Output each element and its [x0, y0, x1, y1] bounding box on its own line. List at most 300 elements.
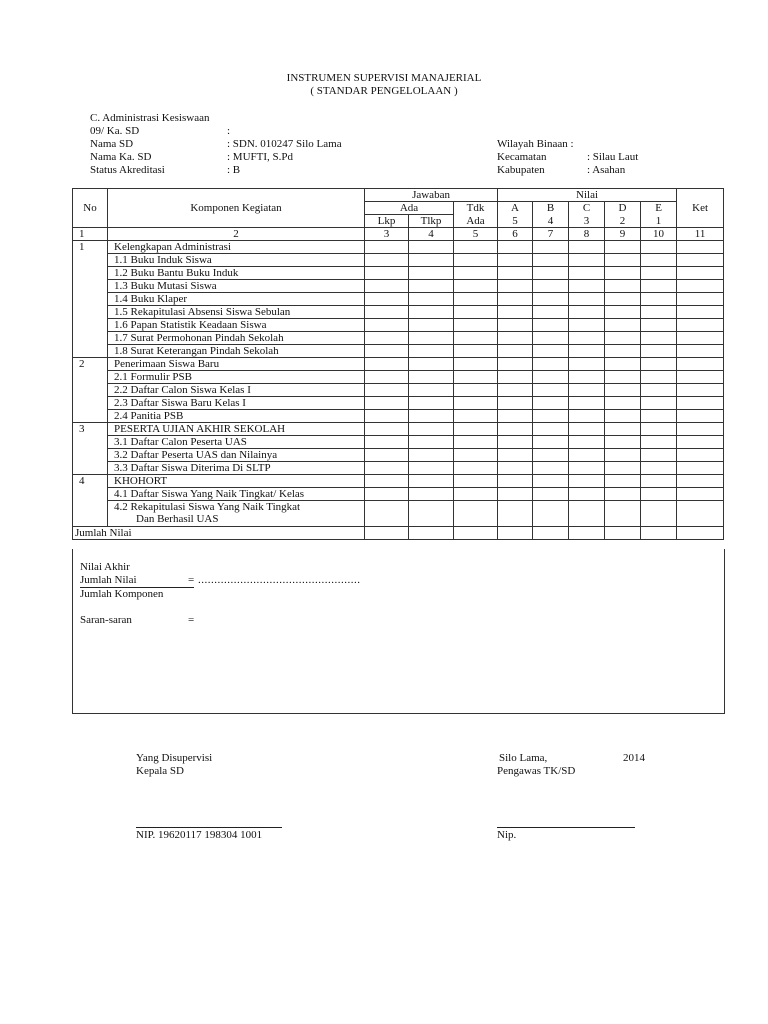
row-label-text: 1.4 Buku Klaper [114, 293, 188, 305]
score-cell[interactable] [409, 449, 454, 462]
score-cell[interactable] [365, 306, 409, 319]
score-cell[interactable] [454, 254, 498, 267]
total-cell[interactable] [641, 527, 677, 540]
score-cell[interactable] [677, 488, 724, 501]
score-cell[interactable] [365, 267, 409, 280]
row-number [73, 397, 108, 410]
nama-sd-label: Nama SD [90, 138, 134, 150]
score-cell[interactable] [569, 241, 605, 254]
saran-equals: = [188, 614, 195, 626]
score-cell[interactable] [641, 462, 677, 475]
score-cell[interactable] [365, 410, 409, 423]
score-cell[interactable] [533, 449, 569, 462]
score-cell[interactable] [365, 397, 409, 410]
row-label-text: 2.2 Daftar Calon Siswa Kelas I [114, 384, 251, 396]
score-cell[interactable] [498, 501, 533, 527]
score-cell[interactable] [409, 410, 454, 423]
column-number-cell: 3 [365, 228, 409, 241]
score-cell[interactable] [498, 488, 533, 501]
score-cell[interactable] [677, 462, 724, 475]
row-number: 3 [73, 423, 108, 436]
score-cell[interactable] [605, 332, 641, 345]
table-row [73, 423, 724, 436]
score-cell[interactable] [409, 501, 454, 527]
score-cell[interactable] [533, 319, 569, 332]
score-cell[interactable] [641, 397, 677, 410]
score-cell[interactable] [641, 501, 677, 527]
score-cell[interactable] [409, 332, 454, 345]
score-cell[interactable] [605, 241, 641, 254]
score-cell[interactable] [365, 501, 409, 527]
score-cell[interactable] [498, 241, 533, 254]
header-ket: Ket [677, 189, 724, 228]
score-cell[interactable] [641, 306, 677, 319]
row-number [73, 462, 108, 475]
table-row [73, 449, 724, 462]
table-row [73, 358, 724, 371]
row-label [108, 397, 365, 410]
score-cell[interactable] [605, 267, 641, 280]
score-cell[interactable] [498, 345, 533, 358]
score-cell[interactable] [641, 488, 677, 501]
score-cell[interactable] [498, 462, 533, 475]
row-label-text: PESERTA UJIAN AKHIR SEKOLAH [114, 423, 286, 435]
row-number [73, 449, 108, 462]
row-label [108, 462, 365, 475]
score-cell[interactable] [533, 345, 569, 358]
header-ada2: Ada [454, 215, 498, 228]
score-cell[interactable] [454, 306, 498, 319]
wilayah-label: Wilayah Binaan : [497, 138, 574, 150]
score-cell[interactable] [677, 332, 724, 345]
score-cell[interactable] [677, 501, 724, 527]
right-year: 2014 [623, 752, 645, 764]
score-cell[interactable] [533, 332, 569, 345]
score-cell[interactable] [605, 488, 641, 501]
score-cell[interactable] [641, 384, 677, 397]
score-cell[interactable] [454, 410, 498, 423]
score-cell[interactable] [498, 449, 533, 462]
score-cell[interactable] [454, 293, 498, 306]
score-cell[interactable] [365, 345, 409, 358]
score-cell[interactable] [569, 280, 605, 293]
row-label-text: 1.8 Surat Keterangan Pindah Sekolah [114, 345, 279, 357]
score-cell[interactable] [533, 462, 569, 475]
score-cell[interactable] [677, 449, 724, 462]
row-label [108, 501, 365, 527]
score-cell[interactable] [533, 358, 569, 371]
row-number [73, 488, 108, 501]
score-cell[interactable] [677, 423, 724, 436]
column-number-cell: 10 [641, 228, 677, 241]
score-cell[interactable] [365, 332, 409, 345]
row-label [108, 488, 365, 501]
score-cell[interactable] [569, 449, 605, 462]
score-cell[interactable] [498, 423, 533, 436]
score-cell[interactable] [454, 241, 498, 254]
row-number [73, 345, 108, 358]
score-cell[interactable] [677, 254, 724, 267]
score-cell[interactable] [409, 306, 454, 319]
table-row [73, 306, 724, 319]
score-cell[interactable] [533, 254, 569, 267]
table-row [73, 345, 724, 358]
score-cell[interactable] [365, 358, 409, 371]
score-cell[interactable] [533, 410, 569, 423]
row-label [108, 423, 365, 436]
score-cell[interactable] [677, 397, 724, 410]
row-number [73, 436, 108, 449]
table-row [73, 436, 724, 449]
score-cell[interactable] [569, 332, 605, 345]
score-cell[interactable] [409, 280, 454, 293]
score-cell[interactable] [569, 475, 605, 488]
score-cell[interactable] [605, 345, 641, 358]
score-cell[interactable] [409, 319, 454, 332]
jumlah-nilai-row [73, 527, 724, 540]
total-cell[interactable] [569, 527, 605, 540]
score-cell[interactable] [641, 475, 677, 488]
score-cell[interactable] [605, 397, 641, 410]
score-cell[interactable] [409, 345, 454, 358]
score-cell[interactable] [641, 371, 677, 384]
table-row [73, 332, 724, 345]
score-cell[interactable] [605, 410, 641, 423]
score-cell[interactable] [365, 475, 409, 488]
score-cell[interactable] [454, 449, 498, 462]
row-number: 1 [73, 241, 108, 254]
score-cell[interactable] [677, 475, 724, 488]
row-label-text: 1.6 Papan Statistik Keadaan Siswa [114, 319, 267, 331]
score-cell[interactable] [365, 241, 409, 254]
score-cell[interactable] [605, 371, 641, 384]
score-cell[interactable] [498, 306, 533, 319]
score-cell[interactable] [365, 488, 409, 501]
score-cell[interactable] [409, 254, 454, 267]
right-sign-role: Pengawas TK/SD [497, 765, 576, 777]
score-cell[interactable] [605, 358, 641, 371]
header-grade-e: E [641, 202, 677, 215]
score-cell[interactable] [569, 423, 605, 436]
status-label: Status Akreditasi [90, 164, 165, 176]
column-number-cell: 11 [677, 228, 724, 241]
header-grade-val-e: 1 [641, 215, 677, 228]
table-row [73, 241, 724, 254]
score-cell[interactable] [533, 501, 569, 527]
score-cell[interactable] [365, 423, 409, 436]
column-number-cell: 5 [454, 228, 498, 241]
score-cell[interactable] [409, 397, 454, 410]
score-cell[interactable] [365, 462, 409, 475]
score-cell[interactable] [605, 280, 641, 293]
total-cell[interactable] [605, 527, 641, 540]
score-cell[interactable] [641, 267, 677, 280]
right-place: Silo Lama, [499, 752, 548, 764]
score-cell[interactable] [641, 345, 677, 358]
score-cell[interactable] [409, 293, 454, 306]
score-cell[interactable] [498, 293, 533, 306]
score-cell[interactable] [641, 332, 677, 345]
score-cell[interactable] [677, 319, 724, 332]
score-cell[interactable] [409, 488, 454, 501]
score-cell[interactable] [569, 488, 605, 501]
score-cell[interactable] [677, 410, 724, 423]
score-cell[interactable] [409, 358, 454, 371]
score-cell[interactable] [365, 293, 409, 306]
score-cell[interactable] [677, 436, 724, 449]
score-cell[interactable] [605, 306, 641, 319]
score-cell[interactable] [533, 241, 569, 254]
score-cell[interactable] [533, 280, 569, 293]
row-number: 4 [73, 475, 108, 488]
score-cell[interactable] [677, 358, 724, 371]
score-cell[interactable] [498, 397, 533, 410]
score-cell[interactable] [454, 280, 498, 293]
header-nilai: Nilai [498, 189, 677, 202]
score-cell[interactable] [409, 371, 454, 384]
column-number-cell: 2 [108, 228, 365, 241]
score-cell[interactable] [641, 410, 677, 423]
table-row [73, 462, 724, 475]
score-cell[interactable] [641, 358, 677, 371]
row-number [73, 332, 108, 345]
score-cell[interactable] [454, 345, 498, 358]
row-label-text: 2.4 Panitia PSB [114, 410, 184, 422]
total-cell[interactable] [365, 527, 409, 540]
score-cell[interactable] [533, 488, 569, 501]
row-label-text: Kelengkapan Administrasi [114, 241, 232, 253]
score-cell[interactable] [641, 280, 677, 293]
row-label [108, 306, 365, 319]
column-number-cell: 4 [409, 228, 454, 241]
score-cell[interactable] [641, 449, 677, 462]
score-cell[interactable] [569, 306, 605, 319]
score-cell[interactable] [569, 319, 605, 332]
score-cell[interactable] [365, 280, 409, 293]
score-cell[interactable] [409, 267, 454, 280]
total-cell[interactable] [498, 527, 533, 540]
kecamatan-value: : Silau Laut [587, 151, 639, 163]
row-number [73, 280, 108, 293]
score-cell[interactable] [605, 319, 641, 332]
score-cell[interactable] [569, 371, 605, 384]
score-cell[interactable] [454, 462, 498, 475]
score-cell[interactable] [569, 410, 605, 423]
row-label [108, 449, 365, 462]
score-cell[interactable] [605, 423, 641, 436]
score-cell[interactable] [677, 345, 724, 358]
score-cell[interactable] [641, 293, 677, 306]
score-cell[interactable] [677, 306, 724, 319]
row-label-text: 1.7 Surat Permohonan Pindah Sekolah [114, 332, 284, 344]
score-cell[interactable] [454, 475, 498, 488]
score-cell[interactable] [409, 436, 454, 449]
jumlah-nilai-equals: = .................................................. [188, 574, 361, 586]
score-cell[interactable] [533, 267, 569, 280]
score-cell[interactable] [641, 254, 677, 267]
score-cell[interactable] [605, 475, 641, 488]
kecamatan-label: Kecamatan [497, 151, 547, 163]
score-cell[interactable] [365, 319, 409, 332]
score-cell[interactable] [641, 319, 677, 332]
table-row [73, 267, 724, 280]
score-cell[interactable] [569, 462, 605, 475]
score-cell[interactable] [569, 293, 605, 306]
code-label: 09/ Ka. SD [90, 125, 140, 137]
jumlah-komponen-label: Jumlah Komponen [80, 588, 164, 600]
score-cell[interactable] [605, 384, 641, 397]
score-cell[interactable] [454, 371, 498, 384]
row-label [108, 241, 365, 254]
score-cell[interactable] [605, 449, 641, 462]
score-cell[interactable] [533, 397, 569, 410]
score-cell[interactable] [605, 501, 641, 527]
score-cell[interactable] [641, 241, 677, 254]
score-cell[interactable] [533, 371, 569, 384]
table-row [73, 488, 724, 501]
score-cell[interactable] [569, 397, 605, 410]
score-cell[interactable] [569, 384, 605, 397]
nama-sd-value: : SDN. 010247 Silo Lama [227, 138, 342, 150]
score-cell[interactable] [365, 436, 409, 449]
score-cell[interactable] [533, 423, 569, 436]
jumlah-nilai-label: Jumlah Nilai [73, 527, 365, 540]
score-cell[interactable] [454, 319, 498, 332]
code-colon: : [227, 125, 231, 137]
row-label [108, 384, 365, 397]
score-cell[interactable] [498, 319, 533, 332]
score-cell[interactable] [498, 358, 533, 371]
score-cell[interactable] [569, 436, 605, 449]
row-label-text: 1.1 Buku Induk Siswa [114, 254, 212, 266]
row-label-text: 3.2 Daftar Peserta UAS dan Nilainya [114, 449, 278, 461]
left-signature-line [136, 827, 282, 828]
row-number: 2 [73, 358, 108, 371]
row-label [108, 280, 365, 293]
table-row [73, 475, 724, 488]
row-label [108, 358, 365, 371]
table-row [73, 501, 724, 527]
score-cell[interactable] [641, 423, 677, 436]
score-cell[interactable] [498, 332, 533, 345]
score-cell[interactable] [498, 280, 533, 293]
header-jawaban: Jawaban [365, 189, 498, 202]
header-grade-d: D [605, 202, 641, 215]
score-cell[interactable] [533, 475, 569, 488]
score-cell[interactable] [605, 293, 641, 306]
score-cell[interactable] [677, 241, 724, 254]
score-cell[interactable] [677, 267, 724, 280]
score-cell[interactable] [365, 384, 409, 397]
score-cell[interactable] [454, 358, 498, 371]
summary-box [72, 549, 725, 714]
column-number-cell: 9 [605, 228, 641, 241]
score-cell[interactable] [498, 254, 533, 267]
score-cell[interactable] [454, 397, 498, 410]
score-cell[interactable] [533, 293, 569, 306]
score-cell[interactable] [454, 501, 498, 527]
total-cell[interactable] [533, 527, 569, 540]
column-number-cell: 7 [533, 228, 569, 241]
score-cell[interactable] [569, 501, 605, 527]
score-cell[interactable] [677, 371, 724, 384]
score-cell[interactable] [605, 436, 641, 449]
row-label [108, 371, 365, 384]
score-cell[interactable] [365, 254, 409, 267]
score-cell[interactable] [409, 475, 454, 488]
total-cell[interactable] [409, 527, 454, 540]
nilai-akhir-label: Nilai Akhir [80, 561, 130, 573]
table-row [73, 371, 724, 384]
score-cell[interactable] [409, 462, 454, 475]
score-cell[interactable] [569, 358, 605, 371]
score-cell[interactable] [498, 410, 533, 423]
row-label [108, 293, 365, 306]
nama-ka-label: Nama Ka. SD [90, 151, 152, 163]
score-cell[interactable] [605, 462, 641, 475]
score-cell[interactable] [498, 384, 533, 397]
score-cell[interactable] [605, 254, 641, 267]
header-komponen: Komponen Kegiatan [108, 189, 365, 228]
document-subtitle: ( STANDAR PENGELOLAAN ) [310, 85, 458, 97]
score-cell[interactable] [641, 436, 677, 449]
header-grade-a: A [498, 202, 533, 215]
score-cell[interactable] [569, 254, 605, 267]
header-grade-val-c: 3 [569, 215, 605, 228]
kabupaten-label: Kabupaten [497, 164, 545, 176]
table-row [73, 397, 724, 410]
table-row [73, 410, 724, 423]
score-cell[interactable] [409, 384, 454, 397]
score-cell[interactable] [498, 371, 533, 384]
score-cell[interactable] [677, 384, 724, 397]
score-cell[interactable] [498, 436, 533, 449]
score-cell[interactable] [533, 436, 569, 449]
column-number-cell: 6 [498, 228, 533, 241]
score-cell[interactable] [569, 267, 605, 280]
table-row [73, 254, 724, 267]
row-label-text-continued: Dan Berhasil UAS [136, 513, 219, 525]
score-cell[interactable] [454, 488, 498, 501]
total-cell[interactable] [677, 527, 724, 540]
score-cell[interactable] [569, 345, 605, 358]
row-label [108, 345, 365, 358]
score-cell[interactable] [498, 475, 533, 488]
header-lkp: Lkp [365, 215, 409, 228]
score-cell[interactable] [454, 267, 498, 280]
score-cell[interactable] [409, 423, 454, 436]
supervision-table [72, 188, 724, 540]
score-cell[interactable] [454, 436, 498, 449]
row-number [73, 319, 108, 332]
score-cell[interactable] [498, 267, 533, 280]
score-cell[interactable] [454, 384, 498, 397]
score-cell[interactable] [365, 371, 409, 384]
row-label-text: 3.3 Daftar Siswa Diterima Di SLTP [114, 462, 271, 474]
score-cell[interactable] [365, 449, 409, 462]
header-grade-c: C [569, 202, 605, 215]
row-label [108, 332, 365, 345]
score-cell[interactable] [677, 293, 724, 306]
score-cell[interactable] [533, 306, 569, 319]
row-label-text: 2.1 Formulir PSB [114, 371, 192, 383]
score-cell[interactable] [454, 423, 498, 436]
score-cell[interactable] [454, 332, 498, 345]
score-cell[interactable] [677, 280, 724, 293]
total-cell[interactable] [454, 527, 498, 540]
score-cell[interactable] [533, 384, 569, 397]
score-cell[interactable] [409, 241, 454, 254]
